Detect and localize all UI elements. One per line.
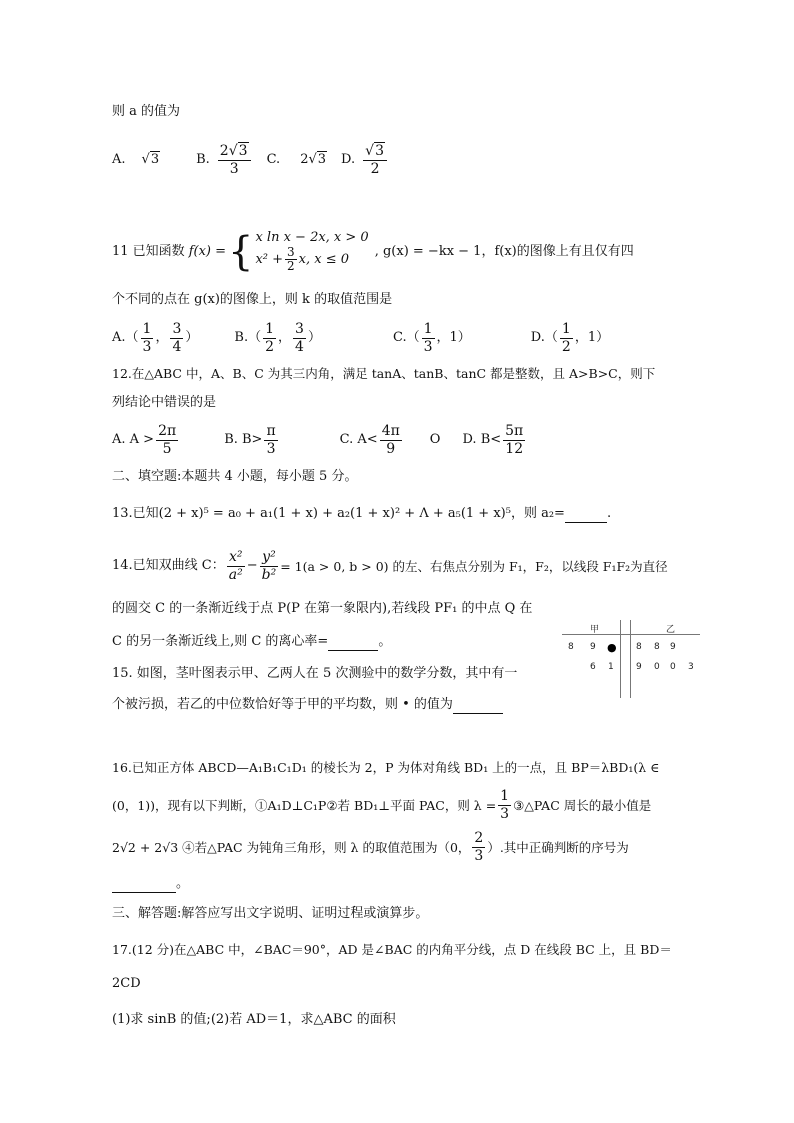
q11-case2: x² + $\frac{3}{2}$ x, x ≤ 0 — [255, 244, 350, 274]
q11-line2: 个不同的点在 g(x)的图像上，则 k 的取值范围是 — [112, 292, 393, 307]
q10-options — [112, 140, 389, 180]
q12-options: A. A > $\frac{2\pi}{5}$ B. B> $\frac{\pi}{3}$ C. A< $\frac{4\pi}{9}$ O D. B< $\frac{5\pi}{12}$ — [112, 423, 524, 457]
q16-line3: 2√2 + 2√3 ④若△PAC 为钝角三角形，则 λ 的取值范围为（0， $\frac{2}{3}$ ）.其中正确判断的序号为 — [112, 830, 629, 864]
stemplot-stem: 8 — [636, 642, 642, 652]
q11-mid-text: , g(x) = −kx − 1，f(x)的图像上有且仅有四 — [374, 244, 634, 260]
q11-line1 — [112, 224, 634, 280]
section2-heading: 二、填空题:本题共 4 小题，每小题 5 分。 — [112, 469, 358, 484]
q15-line2: 个被污损，若乙的中位数恰好等于甲的平均数，则 • 的值为 — [112, 697, 503, 714]
q12-line1: 12.在△ABC 中，A、B、C 为其三内角，满足 tanA、tanB、tanC 都是整数，且 A>B>C，则下 — [112, 366, 656, 381]
q11-function-label: f(x) = — [188, 244, 226, 260]
q11-option-b: B.（ — [234, 330, 262, 346]
q16-answer-blank — [112, 876, 176, 893]
q11-option-a: A.（ — [112, 330, 139, 346]
q16-line1: 16.已知正方体 ABCD—A₁B₁C₁D₁ 的棱长为 2，P 为体对角线 BD₁ 上的一点，且 BP＝λBD₁(λ ∈ — [112, 760, 660, 775]
q14-line2: 的圆交 C 的一条渐近线于点 P(P 在第一象限内),若线段 PF₁ 的中点 Q 在 — [112, 601, 533, 616]
stem-leaf-plot — [562, 620, 702, 700]
q11-brace: { — [228, 229, 254, 275]
q16-line2: (0，1))，现有以下判断，①A₁D⊥C₁P②若 BD₁⊥平面 PAC，则 λ = $\frac{1}{3}$ ③△PAC 周长的最小值是 — [112, 788, 652, 822]
stemplot-head-left: 甲 — [590, 625, 600, 635]
q10-option-c: C. — [266, 152, 281, 168]
q11-case1: x ln x − 2x, x > 0 — [255, 229, 369, 245]
stemplot-leaf: 8 — [654, 642, 660, 652]
q15-answer-blank — [453, 697, 503, 714]
q14-answer-blank — [328, 634, 378, 651]
q11-option-c: C.（ — [392, 330, 420, 346]
stemplot-leaf: 9 — [590, 642, 596, 652]
q17-line2: 2CD — [112, 976, 141, 991]
q15-line1: 15. 如图，茎叶图表示甲、乙两人在 5 次测验中的数学分数，其中有一 — [112, 666, 518, 681]
q11-piecewise — [255, 230, 368, 274]
q10-stem: 则 a 的值为 — [112, 104, 181, 119]
q13: 13.已知(2 + x)⁵ = a₀ + a₁(1 + x) + a₂(1 + x)² + Λ + a₅(1 + x)⁵，则 a₂= . — [112, 506, 612, 521]
q12-option-c: C. A< — [339, 432, 378, 448]
q10-option-d-value: $\frac{√3}{2}$ — [363, 143, 387, 176]
q12-option-b: B. B> — [224, 432, 263, 448]
q16-line4: 。 — [112, 876, 189, 893]
stemplot-leaf: 8 — [568, 642, 574, 652]
q11-options: A.（ $\frac{1}{3}$ ， $\frac{3}{4}$ ） B.（ $\frac{1}{2}$ ， $\frac{3}{4}$ ） C.（ $\frac{1}{3}$ ，1） D.（ $\frac{1}{2}$ ，1） — [112, 321, 610, 355]
section3-heading: 三、解答题:解答应写出文字说明、证明过程或演算步。 — [112, 906, 429, 921]
stemplot-leaf: 0 — [654, 662, 660, 672]
stemplot-leaf: 1 — [608, 662, 614, 672]
q17-line1: 17.(12 分)在△ABC 中，∠BAC＝90°，AD 是∠BAC 的内角平分线，点 D 在线段 BC 上，且 BD＝ — [112, 942, 672, 957]
q17-line3: (1)求 sinB 的值;(2)若 AD＝1，求△ABC 的面积 — [112, 1012, 396, 1027]
q11-option-d: D.（ — [530, 330, 558, 346]
q12-option-a: A. A > — [112, 432, 155, 448]
stemplot-leaf: 3 — [688, 662, 694, 672]
q10-option-a-value: √3 — [141, 152, 160, 168]
q10-option-b: B. — [196, 152, 210, 168]
q10-option-a: A. — [112, 152, 126, 168]
stemplot-leaf: 9 — [670, 642, 676, 652]
q10-option-b-value: $\frac{2√3}{3}$ — [218, 143, 251, 176]
stemplot-leaf: 0 — [670, 662, 676, 672]
q14-line1: 14.已知双曲线 C： $\frac{\text{x²}}{\text{a²}}$ − $\frac{\text{y²}}{\text{b²}}$ = 1(a > 0, b > 0) 的左、右焦点分别为 F₁，F₂，以线段 F₁F₂为直径 — [112, 549, 668, 583]
q14-line3: C 的另一条渐近线上,则 C 的离心率= 。 — [112, 634, 392, 649]
q11-prefix: 11 已知函数 — [112, 244, 185, 260]
stemplot-head-right: 乙 — [666, 625, 676, 635]
q12-line2: 列结论中错误的是 — [112, 395, 217, 410]
q10-option-d: D. — [341, 152, 356, 168]
q12-stray-o: O — [429, 432, 441, 448]
q12-option-d: D. B< — [462, 432, 502, 448]
q10-option-c-value: 2√3 — [300, 152, 327, 168]
stemplot-smudged-leaf: ● — [607, 641, 617, 654]
q13-answer-blank — [565, 506, 607, 523]
stemplot-leaf: 6 — [590, 662, 596, 672]
stemplot-stem: 9 — [636, 662, 642, 672]
